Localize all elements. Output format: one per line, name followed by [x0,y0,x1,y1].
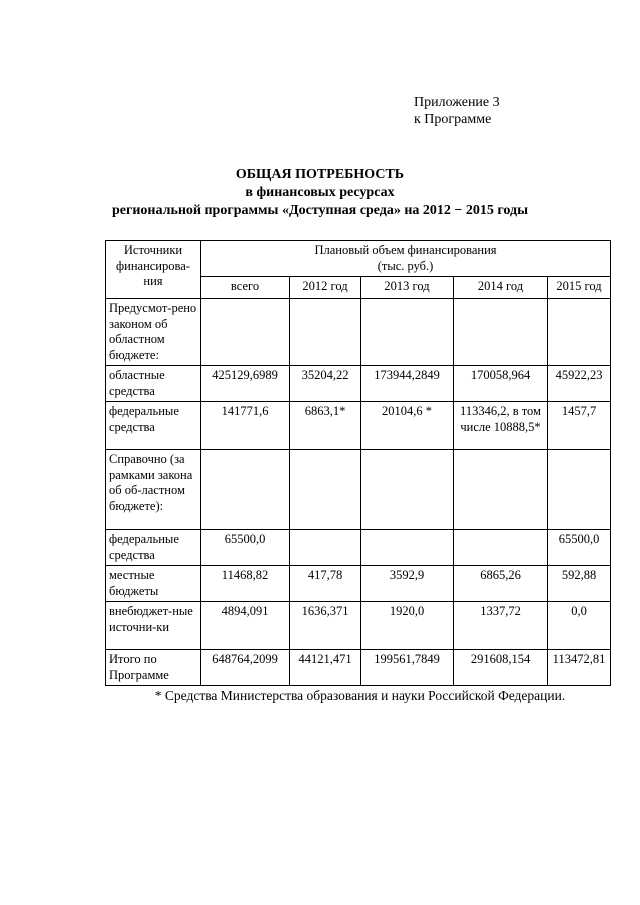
table-cell: 4894,091 [201,602,290,650]
document-title [0,166,640,220]
table-cell: 170058,964 [454,366,548,402]
table-cell: 11468,82 [201,566,290,602]
table-cell: 141771,6 [201,402,290,450]
row-label: федеральные средства [106,402,201,450]
row-label: местные бюджеты [106,566,201,602]
table-cell: 65500,0 [548,530,611,566]
table-row [106,602,611,650]
header-year-2012: 2012 год [290,277,361,299]
table-cell [361,530,454,566]
row-label: федеральные средства [106,530,201,566]
table-cell [454,530,548,566]
table-cell: 6865,26 [454,566,548,602]
title-line-2: в финансовых ресурсах [245,185,395,200]
table-cell: 65500,0 [201,530,290,566]
table-cell [361,450,454,530]
table-cell: 1457,7 [548,402,611,450]
row-label: Итого по Программе [106,650,201,686]
appendix-line-2: к Программе [414,112,492,127]
table-cell: 648764,2099 [201,650,290,686]
table-row [106,450,611,530]
table-cell: 6863,1* [290,402,361,450]
title-line-1: ОБЩАЯ ПОТРЕБНОСТЬ [235,167,405,182]
table-cell [290,299,361,366]
table-cell: 1920,0 [361,602,454,650]
table-cell: 45922,23 [548,366,611,402]
table-cell: 417,78 [290,566,361,602]
header-year-2015: 2015 год [548,277,611,299]
table-row-total [106,650,611,686]
header-sources: Источники финансирова-ния [106,241,201,299]
header-total: всего [201,277,290,299]
table-cell [454,450,548,530]
table-cell [201,299,290,366]
table-row [106,566,611,602]
appendix-line-1: Приложение 3 [414,95,500,110]
table-cell [548,450,611,530]
table-cell: 291608,154 [454,650,548,686]
table-cell: 113346,2, в том числе 10888,5* [454,402,548,450]
table-cell [201,450,290,530]
financing-table [105,240,611,686]
header-year-2013: 2013 год [361,277,454,299]
table-cell: 1337,72 [454,602,548,650]
table-cell [290,450,361,530]
table-row [106,299,611,366]
table-row [106,530,611,566]
table-cell: 3592,9 [361,566,454,602]
header-planned-label: Плановый объем финансирования [314,243,497,257]
header-planned-volume [201,241,611,277]
row-label: Справочно (за рамками закона об об-ластном бюджете): [106,450,201,530]
table-cell: 44121,471 [290,650,361,686]
header-year-2014: 2014 год [454,277,548,299]
title-line-3: региональной программы «Доступная среда» на 2012 − 2015 годы [111,203,529,218]
row-label: внебюджет-ные источни-ки [106,602,201,650]
appendix-reference [414,94,500,128]
table-cell [361,299,454,366]
table-cell [290,530,361,566]
table-row [106,402,611,450]
header-unit: (тыс. руб.) [377,258,434,273]
row-label: Предусмот-рено законом об областном бюджете: [106,299,201,366]
table-cell: 199561,7849 [361,650,454,686]
table-cell: 425129,6989 [201,366,290,402]
table-cell [548,299,611,366]
table-row [106,366,611,402]
table-cell: 35204,22 [290,366,361,402]
table-header-row [106,241,611,277]
row-label: областные средства [106,366,201,402]
table-cell: 592,88 [548,566,611,602]
table-cell: 20104,6 * [361,402,454,450]
table-cell: 0,0 [548,602,611,650]
table-cell: 1636,371 [290,602,361,650]
table-cell [454,299,548,366]
table-cell: 113472,81 [548,650,611,686]
footnote: * Средства Министерства образования и науки Российской Федерации. [154,688,566,703]
table-cell: 173944,2849 [361,366,454,402]
